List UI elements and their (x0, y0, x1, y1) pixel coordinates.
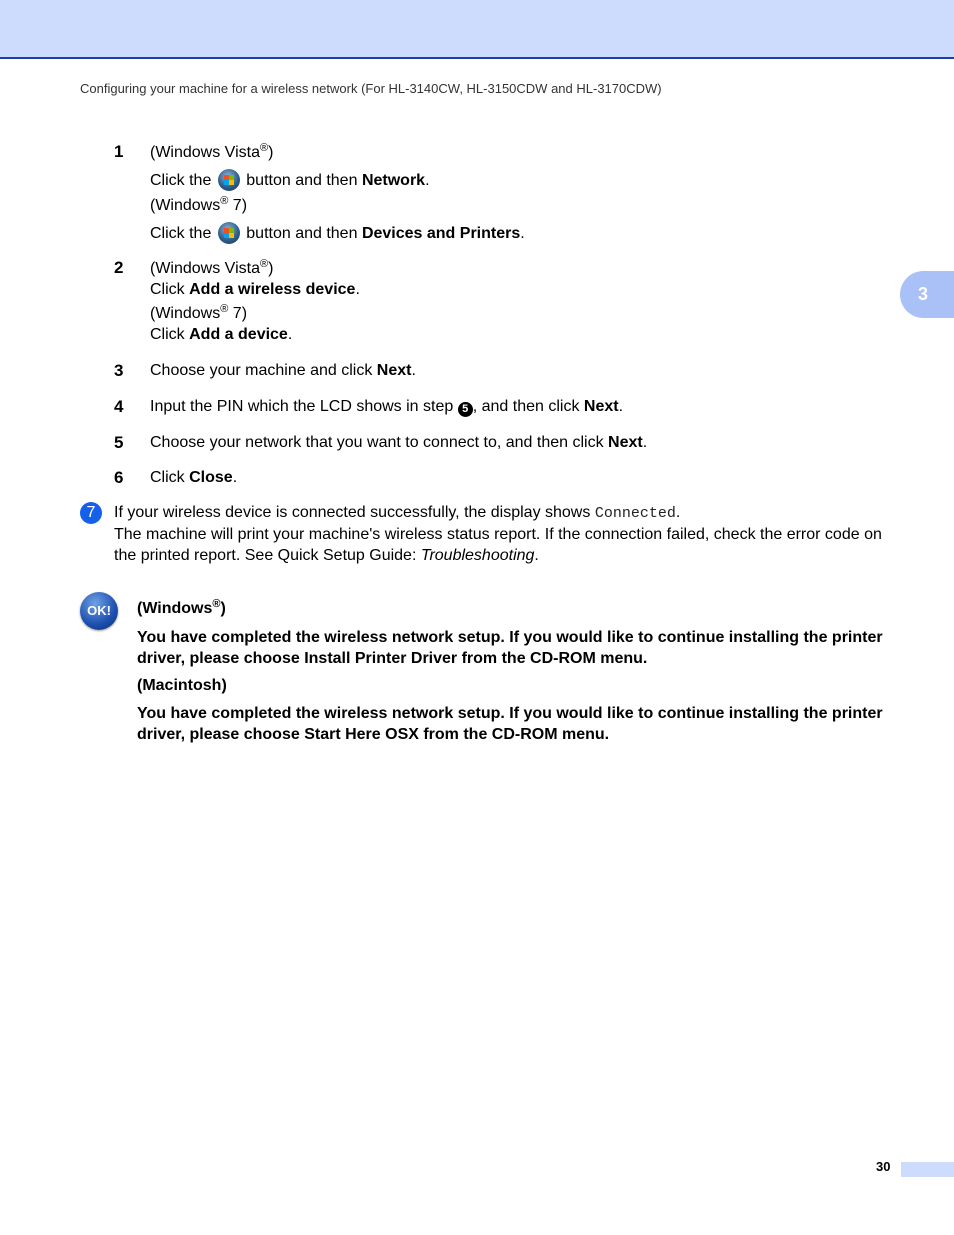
page-number: 30 (876, 1159, 891, 1174)
step-body: Click Close. (150, 469, 238, 486)
chapter-tab: 3 (900, 271, 954, 318)
vista-click-line: Click the button and then Network. (150, 169, 910, 191)
step-body (150, 257, 910, 345)
macintosh-heading: (Macintosh) (137, 677, 227, 694)
windows-start-icon (218, 222, 240, 244)
win7-click-line: Click the button and then Devices and Printers. (150, 222, 910, 244)
vista-label-line: (Windows Vista®) (150, 258, 274, 277)
step-reference-badge: 5 (458, 402, 473, 417)
top-header-band (0, 0, 954, 59)
step-7-marker: 7 (80, 502, 102, 524)
step-body: Choose your machine and click Next. (150, 362, 416, 379)
vista-click-line: Click Add a wireless device. (150, 281, 360, 298)
step-number: 2 (114, 258, 124, 277)
step-number: 1 (114, 142, 124, 161)
step-number: 6 (114, 468, 124, 487)
vista-label-line: (Windows Vista®) (150, 142, 274, 161)
step-number: 3 (114, 361, 124, 380)
windows-completion-text: You have completed the wireless network setup. If you would like to continue installing the printer driver, please choose Install Printer Driver from the CD-ROM menu. (137, 629, 883, 667)
macintosh-completion-text: You have completed the wireless network setup. If you would like to continue installing the printer driver, please choose Start Here OSX from the CD-ROM menu. (137, 705, 883, 743)
step-number: 5 (114, 433, 124, 452)
page-number-tab (901, 1162, 954, 1177)
windows-heading: (Windows®) (137, 598, 226, 617)
step-body (150, 141, 910, 244)
win7-click-line: Click Add a device. (150, 326, 293, 343)
lcd-display-text: Connected (594, 505, 676, 522)
step-body: Choose your network that you want to connect to, and then click Next. (150, 434, 648, 451)
ok-badge-icon: OK! (80, 592, 118, 630)
step-7-body: If your wireless device is connected successfully, the display shows Connected. The machine will print your machine's wireless status report. If the connection failed, check the error code on the printed report. See Quick Setup Guide: Troubleshooting. (114, 504, 882, 564)
step-number: 4 (114, 397, 124, 416)
step-body: Input the PIN which the LCD shows in step 5 , and then click Next. (150, 398, 624, 415)
windows-start-icon (218, 169, 240, 191)
running-header: Configuring your machine for a wireless network (For HL-3140CW, HL-3150CDW and HL-3170CDW) (80, 81, 662, 96)
win7-label-line: (Windows® 7) (150, 303, 248, 322)
win7-label-line: (Windows® 7) (150, 195, 248, 214)
